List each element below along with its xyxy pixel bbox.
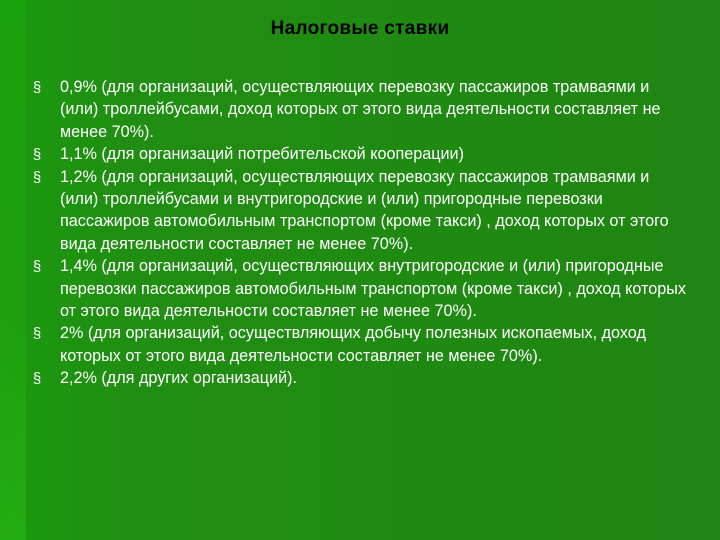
list-item-text: 1,1% (для организаций потребительской кооперации) — [60, 145, 464, 164]
list-item — [30, 255, 690, 322]
section-bullet-icon: § — [32, 168, 42, 186]
list-item-text: 1,4% (для организаций, осуществляющих внутригородские и (или) пригородные перевозки пассажиров автомобильным транспортом (кроме такси) , доход которых от этого вида деятельности составляет не менее 70%). — [60, 257, 686, 321]
list-item-text: 2% (для организаций, осуществляющих добычу полезных ископаемых, доход которых от этого вида деятельности составляет не менее 70%). — [60, 324, 646, 365]
section-bullet-icon: § — [32, 79, 42, 96]
list-item — [30, 367, 690, 389]
list-item-text: 0,9% (для организаций, осуществляющих перевозку пассажиров трамваями и (или) троллейбусами, доход которых от этого вида деятельности составляет не менее 70%). — [60, 78, 661, 141]
slide-title: Налоговые ставки — [270, 18, 450, 39]
section-bullet-icon: § — [32, 325, 42, 343]
left-accent-band — [0, 0, 26, 540]
list-item — [30, 166, 690, 256]
list-item — [30, 143, 690, 165]
list-item-text: 2,2% (для других организаций). — [60, 369, 298, 388]
list-item — [30, 76, 690, 143]
section-bullet-icon: § — [32, 146, 42, 164]
section-bullet-icon: § — [32, 370, 42, 388]
bullet-list — [30, 76, 690, 390]
section-bullet-icon: § — [32, 258, 42, 276]
list-item — [30, 322, 690, 367]
list-item-text: 1,2% (для организаций, осуществляющих перевозку пассажиров трамваями и (или) троллейбусами и внутригородские и (или) пригородные перевозки пассажиров автомобильным транспортом (кроме такси) , доход которых от этого вида деятельности составляет не менее 70%). — [60, 167, 669, 253]
